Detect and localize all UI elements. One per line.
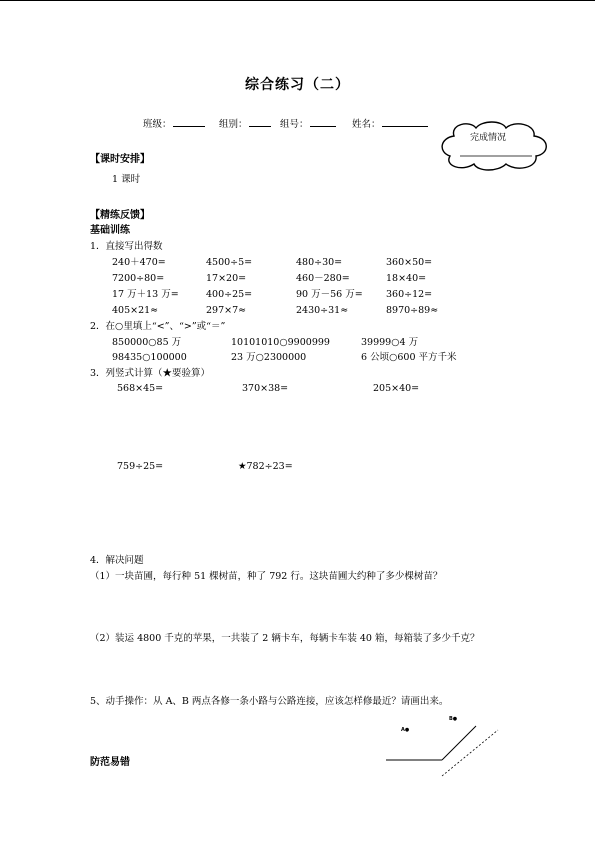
- page-title: 综合练习（二）: [245, 77, 350, 93]
- q3-item: 205×40=: [373, 383, 420, 394]
- completion-cloud-shape: [440, 120, 552, 172]
- q5-text: 5、动手操作：从 A、B 两点各修一条小路与公路连接，应该怎样修最近？请画出来。: [90, 696, 449, 707]
- q1-item: 405×21≈: [112, 305, 159, 316]
- q2-heading: 2．在○里填上“<”、“>”或“＝”: [90, 321, 226, 332]
- group-blank[interactable]: [249, 117, 271, 127]
- q4-problem-1: （1）一块苗圃，每行种 51 棵树苗，种了 792 行。这块苗圃大约种了多少棵树苗？: [90, 571, 443, 582]
- group-no-field: [280, 117, 336, 130]
- name-field: [352, 117, 428, 130]
- q3-item: 568×45=: [117, 383, 164, 394]
- q2-item: 850000○85 万: [112, 337, 182, 348]
- schedule-value: 1 课时: [112, 174, 141, 185]
- q2-item: 39999○4 万: [361, 337, 419, 348]
- group-label: 组别：: [219, 119, 248, 130]
- group-field: [219, 117, 271, 130]
- page-top-border: [0, 0, 595, 1]
- q3-item: ★782÷23=: [238, 461, 293, 472]
- q1-item: 18×40=: [386, 273, 427, 284]
- point-a-label: A●: [401, 727, 410, 733]
- q2-item: 6 公顷○600 平方千米: [361, 352, 457, 363]
- name-label: 姓名：: [352, 119, 381, 130]
- q2-item: 23 万○2300000: [231, 352, 307, 363]
- q1-item: 360÷12=: [386, 289, 433, 300]
- q1-item: 460－280=: [296, 273, 350, 284]
- q3-item: 759÷25=: [117, 461, 164, 472]
- q3-item: 370×38=: [242, 383, 289, 394]
- q4-heading: 4．解决问题: [90, 555, 144, 566]
- q1-item: 480÷30=: [296, 257, 343, 268]
- q3-heading: 3．列竖式计算（★要验算）: [90, 368, 211, 379]
- q1-item: 17 万＋13 万=: [112, 289, 179, 300]
- class-blank[interactable]: [173, 117, 205, 127]
- q1-item: 360×50=: [386, 257, 433, 268]
- class-label: 班级：: [143, 119, 172, 130]
- q1-item: 297×7≈: [206, 305, 247, 316]
- q1-item: 17×20=: [206, 273, 247, 284]
- section-practice: 【精练反馈】: [90, 210, 150, 221]
- q1-heading: 1．直接写出得数: [90, 241, 163, 252]
- q1-item: 7200÷80=: [112, 273, 165, 284]
- q1-item: 240＋470=: [112, 257, 166, 268]
- q2-item: 10101010○9900999: [231, 337, 330, 348]
- q1-item: 90 万－56 万=: [296, 289, 363, 300]
- q1-item: 8970÷89≈: [386, 305, 439, 316]
- name-blank[interactable]: [382, 117, 428, 127]
- road-diagram: [380, 712, 500, 782]
- q2-item: 98435○100000: [112, 352, 187, 363]
- section-schedule: 【课时安排】: [90, 154, 150, 165]
- class-field: [143, 117, 205, 130]
- q1-item: 4500÷5=: [206, 257, 253, 268]
- q1-item: 400÷25=: [206, 289, 253, 300]
- section-basic: 基础训练: [90, 225, 130, 236]
- completion-status-label: 完成情况: [470, 133, 507, 143]
- group-no-blank[interactable]: [310, 117, 336, 127]
- q1-item: 2430÷31≈: [296, 305, 349, 316]
- group-no-label: 组号：: [280, 119, 309, 130]
- q4-problem-2: （2）装运 4800 千克的苹果，一共装了 2 辆卡车，每辆卡车装 40 箱，每箱装了多少千克？: [90, 633, 480, 644]
- section-avoid-errors: 防范易错: [90, 757, 130, 768]
- point-b-label: B●: [449, 716, 458, 722]
